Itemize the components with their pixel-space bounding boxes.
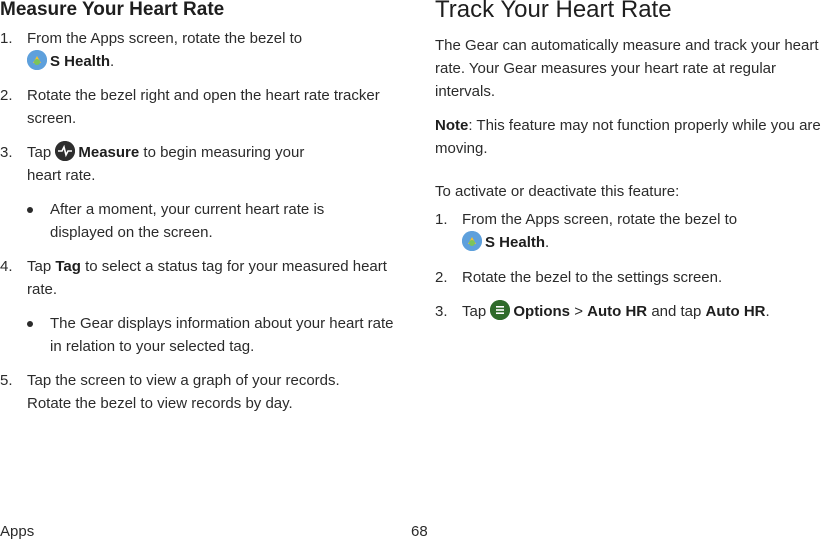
options-label: Options xyxy=(513,303,571,320)
bullet-dot xyxy=(27,321,33,327)
bullet-text: The Gear displays information about your heart rate in relation to your selected tag. xyxy=(50,315,394,355)
left-step-2 xyxy=(0,84,400,130)
step-text: From the Apps screen, rotate the bezel to xyxy=(27,30,303,47)
left-step-1: 1. From the Apps screen, rotate the bezel to S Health. xyxy=(0,27,400,73)
auto-hr-label: Auto HR xyxy=(587,303,648,320)
activate-text: To activate or deactivate this feature: xyxy=(435,183,680,200)
track-heading: Track Your Heart Rate xyxy=(435,0,672,23)
step-number: 3. xyxy=(0,144,13,161)
heart-rate-measure-icon xyxy=(55,141,75,161)
footer-section: Apps xyxy=(0,523,35,540)
right-step-2 xyxy=(435,266,832,289)
right-step-1: 1. From the Apps screen, rotate the bezel to S Health. xyxy=(435,208,832,254)
right-step-3: 3. Tap Options > Auto HR and tap Auto HR. xyxy=(435,300,832,323)
left-step-3: 3. Tap Measure to begin measuring your heart rate. xyxy=(0,141,400,187)
note-paragraph xyxy=(435,114,832,160)
auto-hr-toggle-label: Auto HR xyxy=(705,303,766,320)
menu-separator: > xyxy=(574,303,583,320)
step-number: 1. xyxy=(435,211,448,228)
s-health-icon xyxy=(462,231,482,251)
step-number: 5. xyxy=(0,372,13,389)
step-number: 2. xyxy=(435,269,448,286)
measure-heading: Measure Your Heart Rate xyxy=(0,0,225,20)
intro-paragraph: The Gear can automatically measure and track your heart rate. Your Gear measures your heart rate at regular intervals. xyxy=(435,37,819,100)
note-text: : This feature may not function properly while you are moving. xyxy=(435,117,821,157)
step-text: Rotate the bezel to the settings screen. xyxy=(462,269,723,286)
options-list-icon xyxy=(490,300,510,320)
page-number: 68 xyxy=(411,523,428,540)
step-text: From the Apps screen, rotate the bezel to xyxy=(462,211,738,228)
bullet-dot xyxy=(27,207,33,213)
s-health-label: S Health xyxy=(50,53,111,70)
step-text: Rotate the bezel right and open the heart rate tracker screen. xyxy=(27,87,380,127)
left-bullet-1 xyxy=(0,198,400,244)
s-health-label: S Health xyxy=(485,234,546,251)
left-step-5 xyxy=(0,369,400,415)
s-health-icon xyxy=(27,50,47,70)
left-bullet-2 xyxy=(0,312,400,358)
tag-label: Tag xyxy=(55,258,81,275)
step-number: 4. xyxy=(0,258,13,275)
bullet-text: After a moment, your current heart rate is displayed on the screen. xyxy=(50,201,325,241)
step-text: Tap the screen to view a graph of your records. Rotate the bezel to view records by day. xyxy=(27,372,340,412)
step-number: 3. xyxy=(435,303,448,320)
measure-label: Measure xyxy=(78,144,140,161)
step-number: 1. xyxy=(0,30,13,47)
note-label: Note xyxy=(435,117,469,134)
left-step-4: 4. Tap Tag to select a status tag for your measured heart rate. xyxy=(0,255,400,301)
step-number: 2. xyxy=(0,87,13,104)
